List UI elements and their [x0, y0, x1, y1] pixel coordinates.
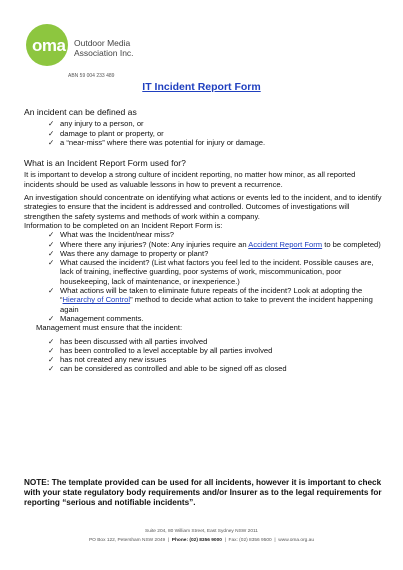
purpose-paragraph-1: It is important to develop a strong culture of incident reporting, no matter how minor, as all reported incidents should be used as valuable lessons in how to prevent a recurrence.: [24, 170, 356, 189]
check-icon: ✓: [48, 355, 55, 365]
check-icon: ✓: [48, 128, 55, 138]
list-item: ✓ has been discussed with all parties involved: [48, 336, 208, 346]
footer-contact: PO Box 122, Petersham NSW 2049 | Phone: (02) 8356 9000 | Fax: (02) 8356 9500 | www.oma.org.au: [88, 538, 315, 543]
check-icon: ✓: [48, 230, 55, 240]
list-item: ✓ What was the Incident/near miss?: [48, 230, 174, 240]
organisation-name-line1: Outdoor Media: [74, 38, 131, 48]
definition-heading: An incident can be defined as: [24, 107, 137, 117]
list-item: ✓ has been controlled to a level acceptable by all parties involved: [48, 345, 273, 355]
management-intro: Management must ensure that the incident:: [36, 323, 183, 333]
list-item: ✓ a “near-miss” where there was potential for injury or damage.: [48, 137, 266, 147]
check-icon: ✓: [48, 336, 55, 346]
footer-phone: Phone: (02) 8356 9000: [171, 538, 222, 543]
check-icon: ✓: [48, 239, 55, 249]
list-item: ✓ any injury to a person, or: [48, 119, 144, 129]
list-item: ✓ What actions will be taken to eliminate future repeats of the incident? Look at adopting the “Hierarchy of Control” method to decide what action to take to prevent the incident happening again: [48, 286, 373, 314]
purpose-heading: What is an Incident Report Form used for?: [24, 158, 186, 169]
document-body: [24, 108, 384, 374]
list-item: ✓ damage to plant or property, or: [48, 128, 164, 138]
abn-number: ABN 59 004 233 489: [68, 73, 115, 79]
oma-logo: [26, 24, 196, 74]
list-item: ✓ Where there any injuries? (Note: Any injuries require an Accident Report Form to be completed): [48, 239, 381, 249]
footer-fax: Fax: (02) 8356 9500: [228, 538, 272, 543]
list-item: ✓ has not created any new issues: [48, 355, 167, 365]
definition-list: [24, 119, 384, 147]
logo-mark: oma: [32, 36, 66, 55]
check-icon: ✓: [48, 137, 55, 147]
page-title: IT Incident Report Form: [142, 81, 261, 93]
list-item: ✓ can be considered as controlled and able to be signed off as closed: [48, 364, 287, 374]
check-icon: ✓: [48, 248, 55, 258]
footer-website: www.oma.org.au: [278, 538, 315, 543]
accident-report-form-link[interactable]: Accident Report Form: [248, 239, 323, 249]
check-icon: ✓: [48, 345, 55, 355]
check-icon: ✓: [48, 119, 55, 129]
management-list: [24, 337, 384, 374]
footer-po-box: PO Box 122, Petersham NSW 2049: [88, 538, 166, 543]
check-icon: ✓: [48, 313, 55, 323]
check-icon: ✓: [48, 258, 55, 268]
organisation-name-line2: Association Inc.: [74, 48, 134, 58]
hierarchy-of-control-link[interactable]: Hierarchy of Control: [62, 295, 131, 305]
list-item: ✓ Was there any damage to property or plant?: [48, 248, 209, 258]
list-item: ✓ Management comments.: [48, 313, 144, 323]
note-text: NOTE: The template provided can be used for all incidents, however it is important to check with your state regulatory body requirements and/or Insurer as to the legal requirements for reporting “serious and notifiable incidents”.: [24, 478, 382, 507]
check-icon: ✓: [48, 364, 55, 374]
organisation-name: [74, 38, 134, 58]
list-item: ✓ What caused the incident? (List what factors you feel led to the incident. Possible causes are, lack of training, ineffective guarding, poor systems of work, miscommunication, poor housekeeping, lack of maintenance, or inexperience.): [48, 258, 374, 286]
check-icon: ✓: [48, 286, 55, 296]
info-intro: Information to be completed on an Incident Report Form is:: [24, 220, 223, 230]
purpose-paragraph-2: An investigation should concentrate on identifying what actions or events led to the incident, and to identify strategies to ensure that the incident is addressed and controlled. Outcomes of investigations will strengthen the safety systems and methods of work within a company.: [24, 193, 382, 221]
footer-address: Suite 204, 80 William Street, East Sydney NSW 2011: [145, 529, 258, 534]
info-list: [24, 230, 384, 323]
